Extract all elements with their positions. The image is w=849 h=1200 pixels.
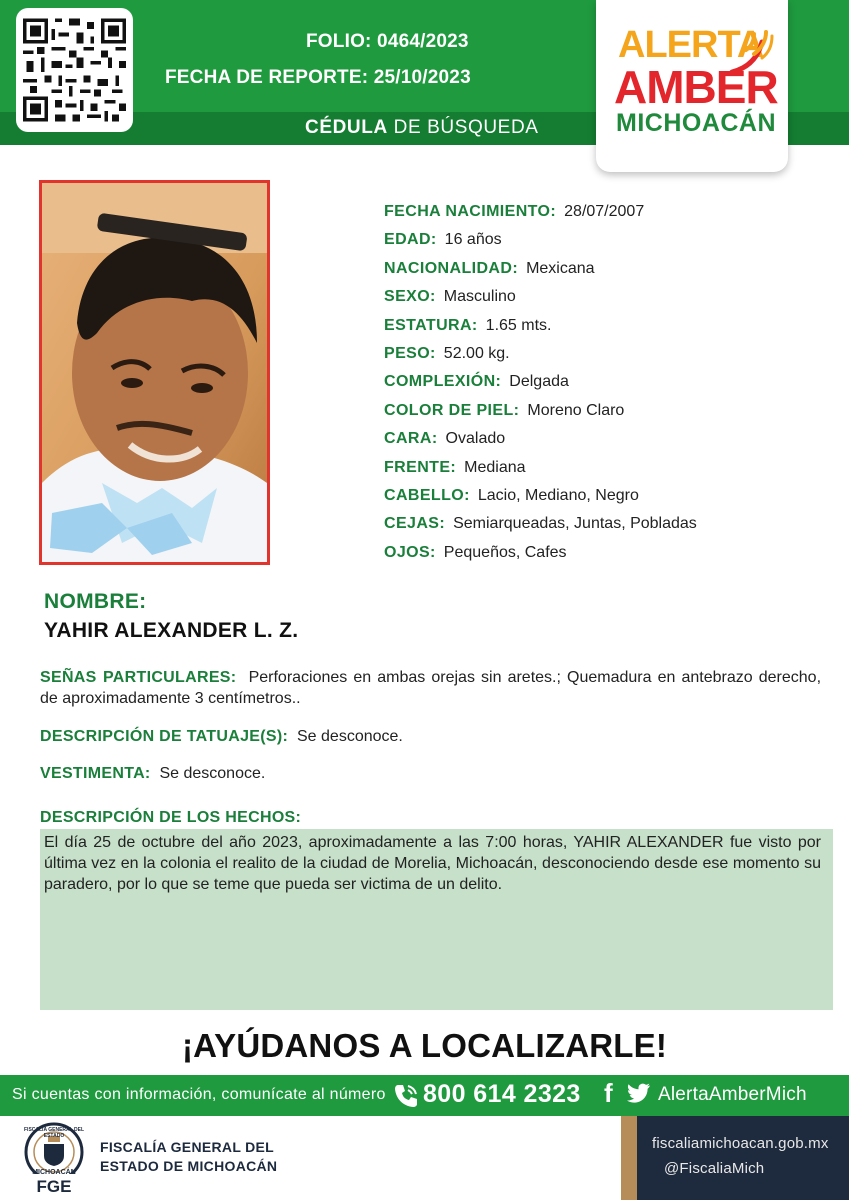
portrait-illustration (42, 183, 267, 562)
call-to-action: ¡AYÚDANOS A LOCALIZARLE! (181, 1027, 668, 1064)
attribute-value: 16 años (444, 231, 502, 249)
attribute-value: Pequeños, Cafes (443, 543, 567, 561)
tattoo-description (40, 728, 403, 746)
attribute-row (384, 288, 834, 316)
tattoo-label: DESCRIPCIÓN DE TATUAJE(S): (40, 728, 289, 745)
phone-icon (392, 1082, 420, 1110)
social-handle[interactable]: AlertaAmberMich (658, 1084, 807, 1105)
facebook-icon[interactable]: f (604, 1078, 613, 1108)
attribute-value: Lacio, Mediano, Negro (477, 486, 639, 504)
distinguishing-marks-value: Perforaciones en ambas orejas sin aretes.; Quemadura en antebrazo derecho, de aproximadamente 3 centímetros.. (40, 669, 822, 707)
institution-name-line1: FISCALÍA GENERAL DEL (100, 1139, 275, 1155)
attribute-label: CEJAS: (384, 515, 446, 533)
phone-number[interactable]: 800 614 2323 (423, 1080, 581, 1108)
institution-name-line2: ESTADO DE MICHOACÁN (100, 1158, 278, 1174)
website-link[interactable]: fiscaliamichoacan.gob.mx (652, 1135, 829, 1152)
attribute-value: Masculino (443, 288, 516, 306)
document-title-bold: CÉDULA (305, 117, 388, 138)
attribute-label: PESO: (384, 344, 436, 362)
contact-bar (0, 1075, 849, 1116)
attribute-label: ESTATURA: (384, 316, 478, 334)
seal-abbr-text: FGE (36, 1177, 72, 1196)
document-title-rest: DE BÚSQUEDA (387, 117, 539, 138)
attribute-label: FECHA NACIMIENTO: (384, 203, 557, 220)
attribute-row (384, 430, 834, 458)
contact-text: Si cuentas con información, comunícate al número (12, 1086, 386, 1103)
footer-institution (0, 1116, 621, 1200)
logo-amber-text: AMBER (614, 61, 778, 113)
attribute-label: CABELLO: (384, 486, 470, 504)
alerta-amber-logo (596, 0, 788, 172)
folio-number: FOLIO: 0464/2023 (306, 31, 469, 52)
name-label: NOMBRE: (44, 590, 147, 613)
clothing-value: Se desconoce. (159, 765, 266, 782)
attribute-value: Mexicana (526, 259, 595, 277)
attribute-label: OJOS: (384, 543, 436, 561)
attribute-row (384, 402, 834, 430)
qr-code[interactable] (16, 8, 133, 132)
document-title (305, 117, 539, 139)
attribute-value: Ovalado (445, 430, 506, 448)
signal-waves-icon (728, 28, 774, 76)
distinguishing-marks (40, 667, 821, 709)
attribute-label: COMPLEXIÓN: (384, 373, 502, 391)
person-attributes (384, 203, 834, 572)
social-handle-footer[interactable]: @FiscaliaMich (664, 1160, 765, 1177)
attribute-value: 1.65 mts. (485, 316, 552, 334)
attribute-value: Delgada (509, 373, 569, 391)
attribute-label: FRENTE: (384, 458, 457, 476)
facts-description: El día 25 de octubre del año 2023, aproximadamente a las 7:00 horas, YAHIR ALEXANDER fue visto por última vez en la colonia el realito de la ciudad de Morelia, Michoacán, desconociendo desde ese momento su paradero, por lo que se teme que pueda ser victima de un delito. (40, 829, 833, 1010)
person-name: YAHIR ALEXANDER L. Z. (44, 619, 299, 642)
footer-links (637, 1116, 849, 1200)
attribute-value: Moreno Claro (527, 401, 625, 419)
attribute-row (384, 515, 834, 543)
attribute-row (384, 459, 834, 487)
attribute-label: COLOR DE PIEL: (384, 401, 520, 419)
logo-alerta-text: ALERTA (618, 24, 764, 66)
qr-code-icon (23, 16, 126, 124)
attribute-row (384, 544, 834, 572)
twitter-icon[interactable] (627, 1083, 651, 1103)
tattoo-value: Se desconoce. (297, 728, 403, 745)
clothing-description (40, 765, 265, 783)
facts-label: DESCRIPCIÓN DE LOS HECHOS: (40, 809, 302, 826)
attribute-value: 28/07/2007 (564, 203, 645, 220)
distinguishing-marks-label: SEÑAS PARTICULARES: (40, 669, 237, 686)
footer-accent (621, 1116, 637, 1200)
attribute-row (384, 487, 834, 515)
attribute-label: CARA: (384, 430, 438, 448)
clothing-label: VESTIMENTA: (40, 765, 151, 782)
report-date: FECHA DE REPORTE: 25/10/2023 (165, 67, 471, 88)
attribute-row (384, 345, 834, 373)
attribute-row (384, 260, 834, 288)
attribute-row (384, 231, 834, 259)
attribute-row (384, 317, 834, 345)
missing-person-photo (39, 180, 270, 565)
attribute-value: 52.00 kg. (443, 344, 510, 362)
institution-name (100, 1138, 277, 1176)
fge-seal-text (20, 1123, 88, 1197)
attribute-label: SEXO: (384, 288, 436, 306)
seal-state-text: MICHOACÁN (32, 1169, 76, 1176)
attribute-label: NACIONALIDAD: (384, 259, 519, 277)
attribute-label: EDAD: (384, 231, 437, 249)
attribute-value: Semiarqueadas, Juntas, Pobladas (453, 515, 697, 533)
attribute-value: Mediana (464, 458, 526, 476)
logo-michoacan-text: MICHOACÁN (616, 109, 777, 137)
seal-top-text: FISCALÍA GENERAL DEL ESTADO (24, 1127, 85, 1139)
attribute-row (384, 373, 834, 401)
attribute-row (384, 203, 834, 231)
